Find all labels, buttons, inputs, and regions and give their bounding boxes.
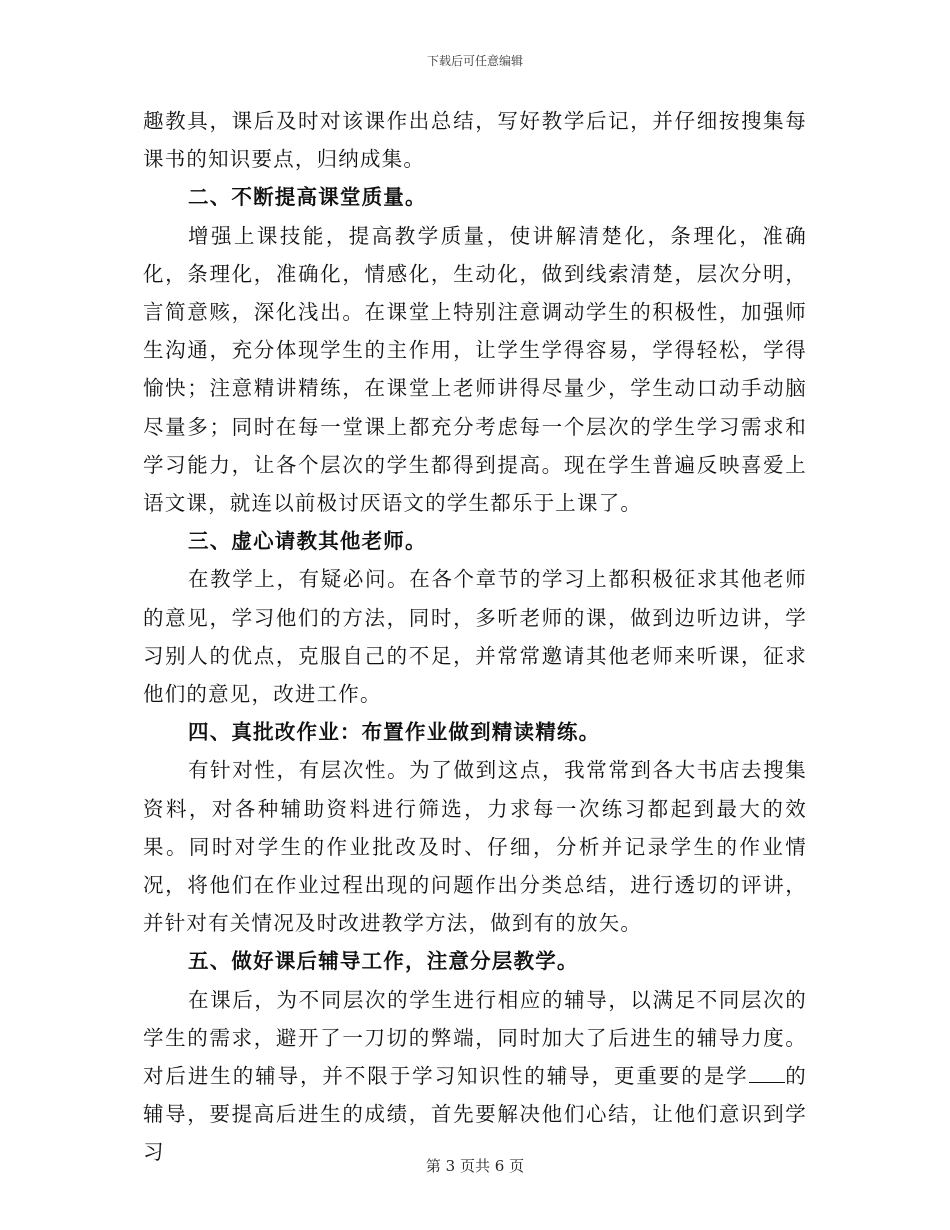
- page-header: 下载后可任意编辑: [426, 54, 523, 68]
- section-heading-5: 五、做好课后辅导工作，注意分层教学。: [188, 949, 579, 974]
- page-footer: 第 3 页共 6 页: [425, 1157, 525, 1175]
- paragraph-section-5: [143, 981, 807, 1172]
- paragraph-section-5-part-b: 的辅导，要提高后进生的成绩，首先要解决他们心结，让他们意识到学习: [143, 1064, 807, 1165]
- paragraph-section-5-part-a: 在课后，为不同层次的学生进行相应的辅导，以满足不同层次的学生的需求，避开了一刀切的弊端，同时加大了后进生的辅导力度。对后进生的辅导，并不限于学习知识性的辅导，更重要的是学: [143, 987, 807, 1089]
- section-heading-3: 三、虚心请教其他老师。: [188, 529, 427, 554]
- section-heading-4: 四、真批改作业：布置作业做到精读精练。: [188, 720, 601, 745]
- paragraph-section-3: 在教学上，有疑必问。在各个章节的学习上都积极征求其他老师的意见，学习他们的方法，同时，多听老师的课，做到边听边讲，学习别人的优点，克服自己的不足，并常常邀请其他老师来听课，征求他们的意见，改进工作。: [143, 567, 807, 707]
- paragraph-section-4: 有针对性，有层次性。为了做到这点，我常常到各大书店去搜集资料，对各种辅助资料进行筛选，力求每一次练习都起到最大的效果。同时对学生的作业批改及时、仔细，分析并记录学生的作业情况，将他们在作业过程出现的问题作出分类总结，进行透切的评讲，并针对有关情况及时改进教学方法，做到有的放矢。: [143, 758, 807, 936]
- paragraph-continued: 趣教具，课后及时对该课作出总结，写好教学后记，并仔细按搜集每课书的知识要点，归纳成集。: [143, 109, 807, 172]
- document-body: [143, 102, 807, 1172]
- section-heading-2: 二、不断提高课堂质量。: [188, 185, 427, 210]
- paragraph-section-2: 增强上课技能，提高教学质量，使讲解清楚化，条理化，准确化，条理化，准确化，情感化，生动化，做到线索清楚，层次分明，言简意赅，深化浅出。在课堂上特别注意调动学生的积极性，加强师生沟通，充分体现学生的主作用，让学生学得容易，学得轻松，学得愉快；注意精讲精练，在课堂上老师讲得尽量少，学生动口动手动脑尽量多；同时在每一堂课上都充分考虑每一个层次的学生学习需求和学习能力，让各个层次的学生都得到提高。现在学生普遍反映喜爱上语文课，就连以前极讨厌语文的学生都乐于上课了。: [143, 223, 807, 516]
- fill-in-blank: [749, 1064, 785, 1083]
